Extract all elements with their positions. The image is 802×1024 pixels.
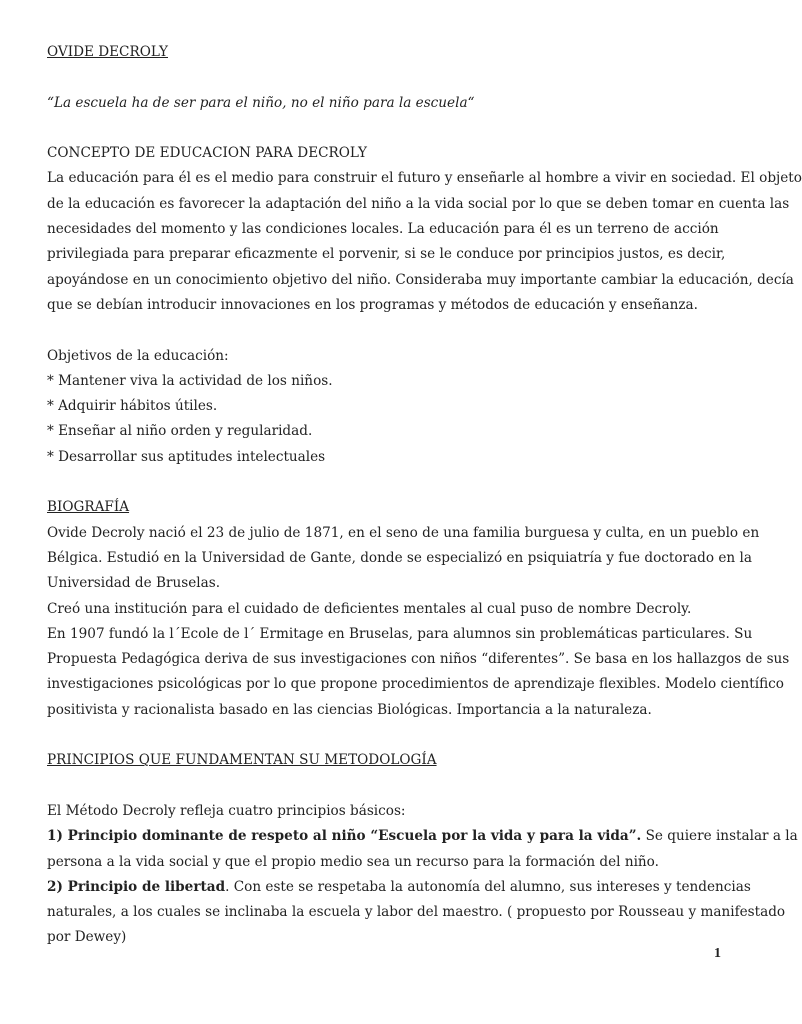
text-line: de la educación es favorecer la adaptación del niño a la vida social por lo que se deben tomar en cuenta las <box>47 195 790 212</box>
text-line: Universidad de Bruselas. <box>47 575 221 592</box>
principle-2 <box>47 875 751 900</box>
text-line: por Dewey) <box>47 929 127 946</box>
concept-paragraph <box>47 166 802 318</box>
text-line: persona a la vida social y que el propio medio sea un recurso para la formación del niño. <box>47 853 659 870</box>
text-line: apoyándose en un conocimiento objetivo del niño. Consideraba muy importante cambiar la educación, decía <box>47 271 794 288</box>
objectives-list <box>47 369 729 470</box>
list-item: * Desarrollar sus aptitudes intelectuales <box>47 448 326 465</box>
principles-heading: PRINCIPIOS QUE FUNDAMENTAN SU METODOLOGÍA <box>47 752 437 769</box>
biography-paragraph <box>47 521 790 723</box>
principle-1-text: Se quiere instalar a la <box>641 828 798 845</box>
text-line: Ovide Decroly nació el 23 de julio de 1871, en el seno de una familia burguesa y culta, en un pueblo en <box>47 524 760 541</box>
text-line: Propuesta Pedagógica deriva de sus investigaciones con niños “diferentes”. Se basa en los hallazgos de sus <box>47 651 790 668</box>
text-line: que se debían introducir innovaciones en los programas y métodos de educación y enseñanza. <box>47 296 698 313</box>
text-line: investigaciones psicológicas por lo que propone procedimientos de aprendizaje flexibles. Modelo científico <box>47 676 784 693</box>
text-line: La educación para él es el medio para construir el futuro y enseñarle al hombre a vivir en sociedad. El objeto <box>47 170 802 187</box>
list-item: * Adquirir hábitos útiles. <box>47 398 218 415</box>
principle-1 <box>47 824 798 849</box>
document-title: OVIDE DECROLY <box>47 44 168 60</box>
list-item: * Enseñar al niño orden y regularidad. <box>47 423 313 440</box>
objectives-heading: Objetivos de la educación: <box>47 347 229 364</box>
principles-intro: El Método Decroly refleja cuatro principios básicos: <box>47 802 406 819</box>
principle-1-title: 1) Principio dominante de respeto al niño “Escuela por la vida y para la vida”. <box>47 828 642 845</box>
concept-heading: CONCEPTO DE EDUCACION PARA DECROLY <box>47 145 368 162</box>
text-line: Creó una institución para el cuidado de deficientes mentales al cual puso de nombre Decroly. <box>47 600 692 617</box>
epigraph-quote: “La escuela ha de ser para el niño, no el niño para la escuela“ <box>47 94 475 111</box>
text-line: positivista y racionalista basado en las ciencias Biológicas. Importancia a la naturaleza. <box>47 701 652 718</box>
text-line: En 1907 fundó la l´Ecole de l´ Ermitage en Bruselas, para alumnos sin problemáticas particulares. Su <box>47 625 753 642</box>
principle-2-text: . Con este se respetaba la autonomía del alumno, sus intereses y tendencias <box>225 878 751 895</box>
text-line: naturales, a los cuales se inclinaba la escuela y labor del maestro. ( propuesto por Rousseau y manifestado <box>47 904 786 921</box>
text-line: Bélgica. Estudió en la Universidad de Gante, donde se especializó en psiquiatría y fue doctorado en la <box>47 549 752 566</box>
text-line: necesidades del momento y las condiciones locales. La educación para él es un terreno de acción <box>47 221 719 238</box>
page-number: 1 <box>714 946 721 961</box>
list-item: * Mantener viva la actividad de los niños. <box>47 372 333 389</box>
text-line: privilegiada para preparar eficazmente el porvenir, si se le conduce por principios justos, es decir, <box>47 246 726 263</box>
principle-2-title: 2) Principio de libertad <box>47 878 226 895</box>
document-page <box>47 40 802 951</box>
biography-heading: BIOGRAFÍA <box>47 499 130 516</box>
